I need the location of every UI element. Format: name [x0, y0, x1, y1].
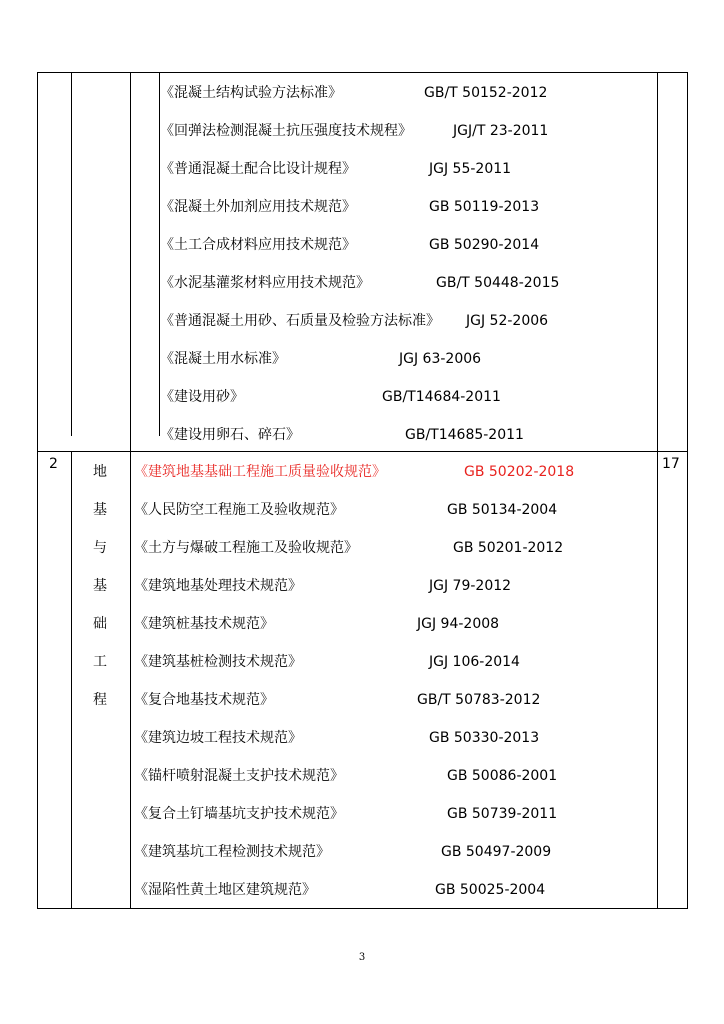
section2-item-name: 《建筑桩基技术规范》 [134, 616, 274, 632]
section1-item-name: 《建设用砂》 [160, 389, 244, 405]
section2-item-name: 《土方与爆破工程施工及验收规范》 [134, 540, 358, 556]
category-char: 与 [93, 540, 107, 556]
category-char: 地 [93, 464, 107, 480]
section2-item-code: GB 50497-2009 [441, 844, 552, 860]
page-number: 3 [358, 952, 366, 963]
section2-item-name: 《复合地基技术规范》 [134, 692, 274, 708]
category-char: 程 [93, 692, 107, 708]
section2-item-name: 《建筑地基处理技术规范》 [134, 578, 302, 594]
section2-item-name: 《建筑基坑工程检测技术规范》 [134, 844, 330, 860]
section2-item-code: JGJ 79-2012 [429, 578, 512, 594]
col-divider-1 [71, 73, 72, 436]
section1-item-code: JGJ 55-2011 [429, 161, 512, 177]
section2-item-name: 《建筑地基基础工程施工质量验收规范》 [134, 464, 386, 480]
section1-item-code: GB/T14684-2011 [382, 389, 501, 405]
category-char: 基 [93, 578, 107, 594]
section2-item-code: GB 50202-2018 [464, 464, 575, 480]
col-divider-4 [657, 73, 658, 908]
section2-item-code: JGJ 94-2008 [417, 616, 500, 632]
section2-count: 17 [662, 456, 680, 472]
category-char: 基 [93, 502, 107, 518]
category-char: 础 [93, 616, 107, 632]
section2-item-name: 《人民防空工程施工及验收规范》 [134, 502, 344, 518]
col-divider-2 [130, 73, 131, 908]
section2-item-code: JGJ 106-2014 [429, 654, 520, 670]
section1-item-code: GB/T 50448-2015 [436, 275, 560, 291]
section1-item-code: GB 50119-2013 [429, 199, 540, 215]
section1-item-name: 《混凝土外加剂应用技术规范》 [160, 199, 356, 215]
section1-item-name: 《普通混凝土用砂、石质量及检验方法标准》 [160, 313, 440, 329]
section1-item-code: JGJ 52-2006 [466, 313, 549, 329]
section2-item-code: GB 50201-2012 [453, 540, 564, 556]
section2-item-code: GB 50025-2004 [435, 882, 546, 898]
section1-item-name: 《混凝土用水标准》 [160, 351, 286, 367]
col-divider-1b [71, 451, 72, 908]
section2-item-code: GB 50330-2013 [429, 730, 540, 746]
category-char: 工 [93, 654, 107, 670]
section2-item-name: 《锚杆喷射混凝土支护技术规范》 [134, 768, 344, 784]
section1-item-name: 《回弹法检测混凝土抗压强度技术规程》 [160, 123, 412, 139]
section1-item-name: 《建设用卵石、碎石》 [160, 427, 300, 443]
section1-item-code: GB 50290-2014 [429, 237, 540, 253]
section2-item-code: GB 50134-2004 [447, 502, 558, 518]
section2-number: 2 [49, 456, 58, 472]
section1-item-name: 《混凝土结构试验方法标准》 [160, 85, 342, 101]
section1-item-code: GB/T14685-2011 [405, 427, 524, 443]
section2-item-name: 《复合土钉墙基坑支护技术规范》 [134, 806, 344, 822]
row-divider [38, 451, 687, 452]
section1-item-code: GB/T 50152-2012 [424, 85, 548, 101]
section2-item-name: 《湿陷性黄土地区建筑规范》 [134, 882, 316, 898]
section1-item-name: 《土工合成材料应用技术规范》 [160, 237, 356, 253]
section1-item-name: 《水泥基灌浆材料应用技术规范》 [160, 275, 370, 291]
section1-item-code: JGJ 63-2006 [399, 351, 482, 367]
section2-item-name: 《建筑基桩检测技术规范》 [134, 654, 302, 670]
section2-item-code: GB 50086-2001 [447, 768, 558, 784]
section2-item-code: GB 50739-2011 [447, 806, 558, 822]
section2-item-code: GB/T 50783-2012 [417, 692, 541, 708]
section2-item-name: 《建筑边坡工程技术规范》 [134, 730, 302, 746]
section1-item-code: JGJ/T 23-2011 [453, 123, 549, 139]
section1-item-name: 《普通混凝土配合比设计规程》 [160, 161, 356, 177]
